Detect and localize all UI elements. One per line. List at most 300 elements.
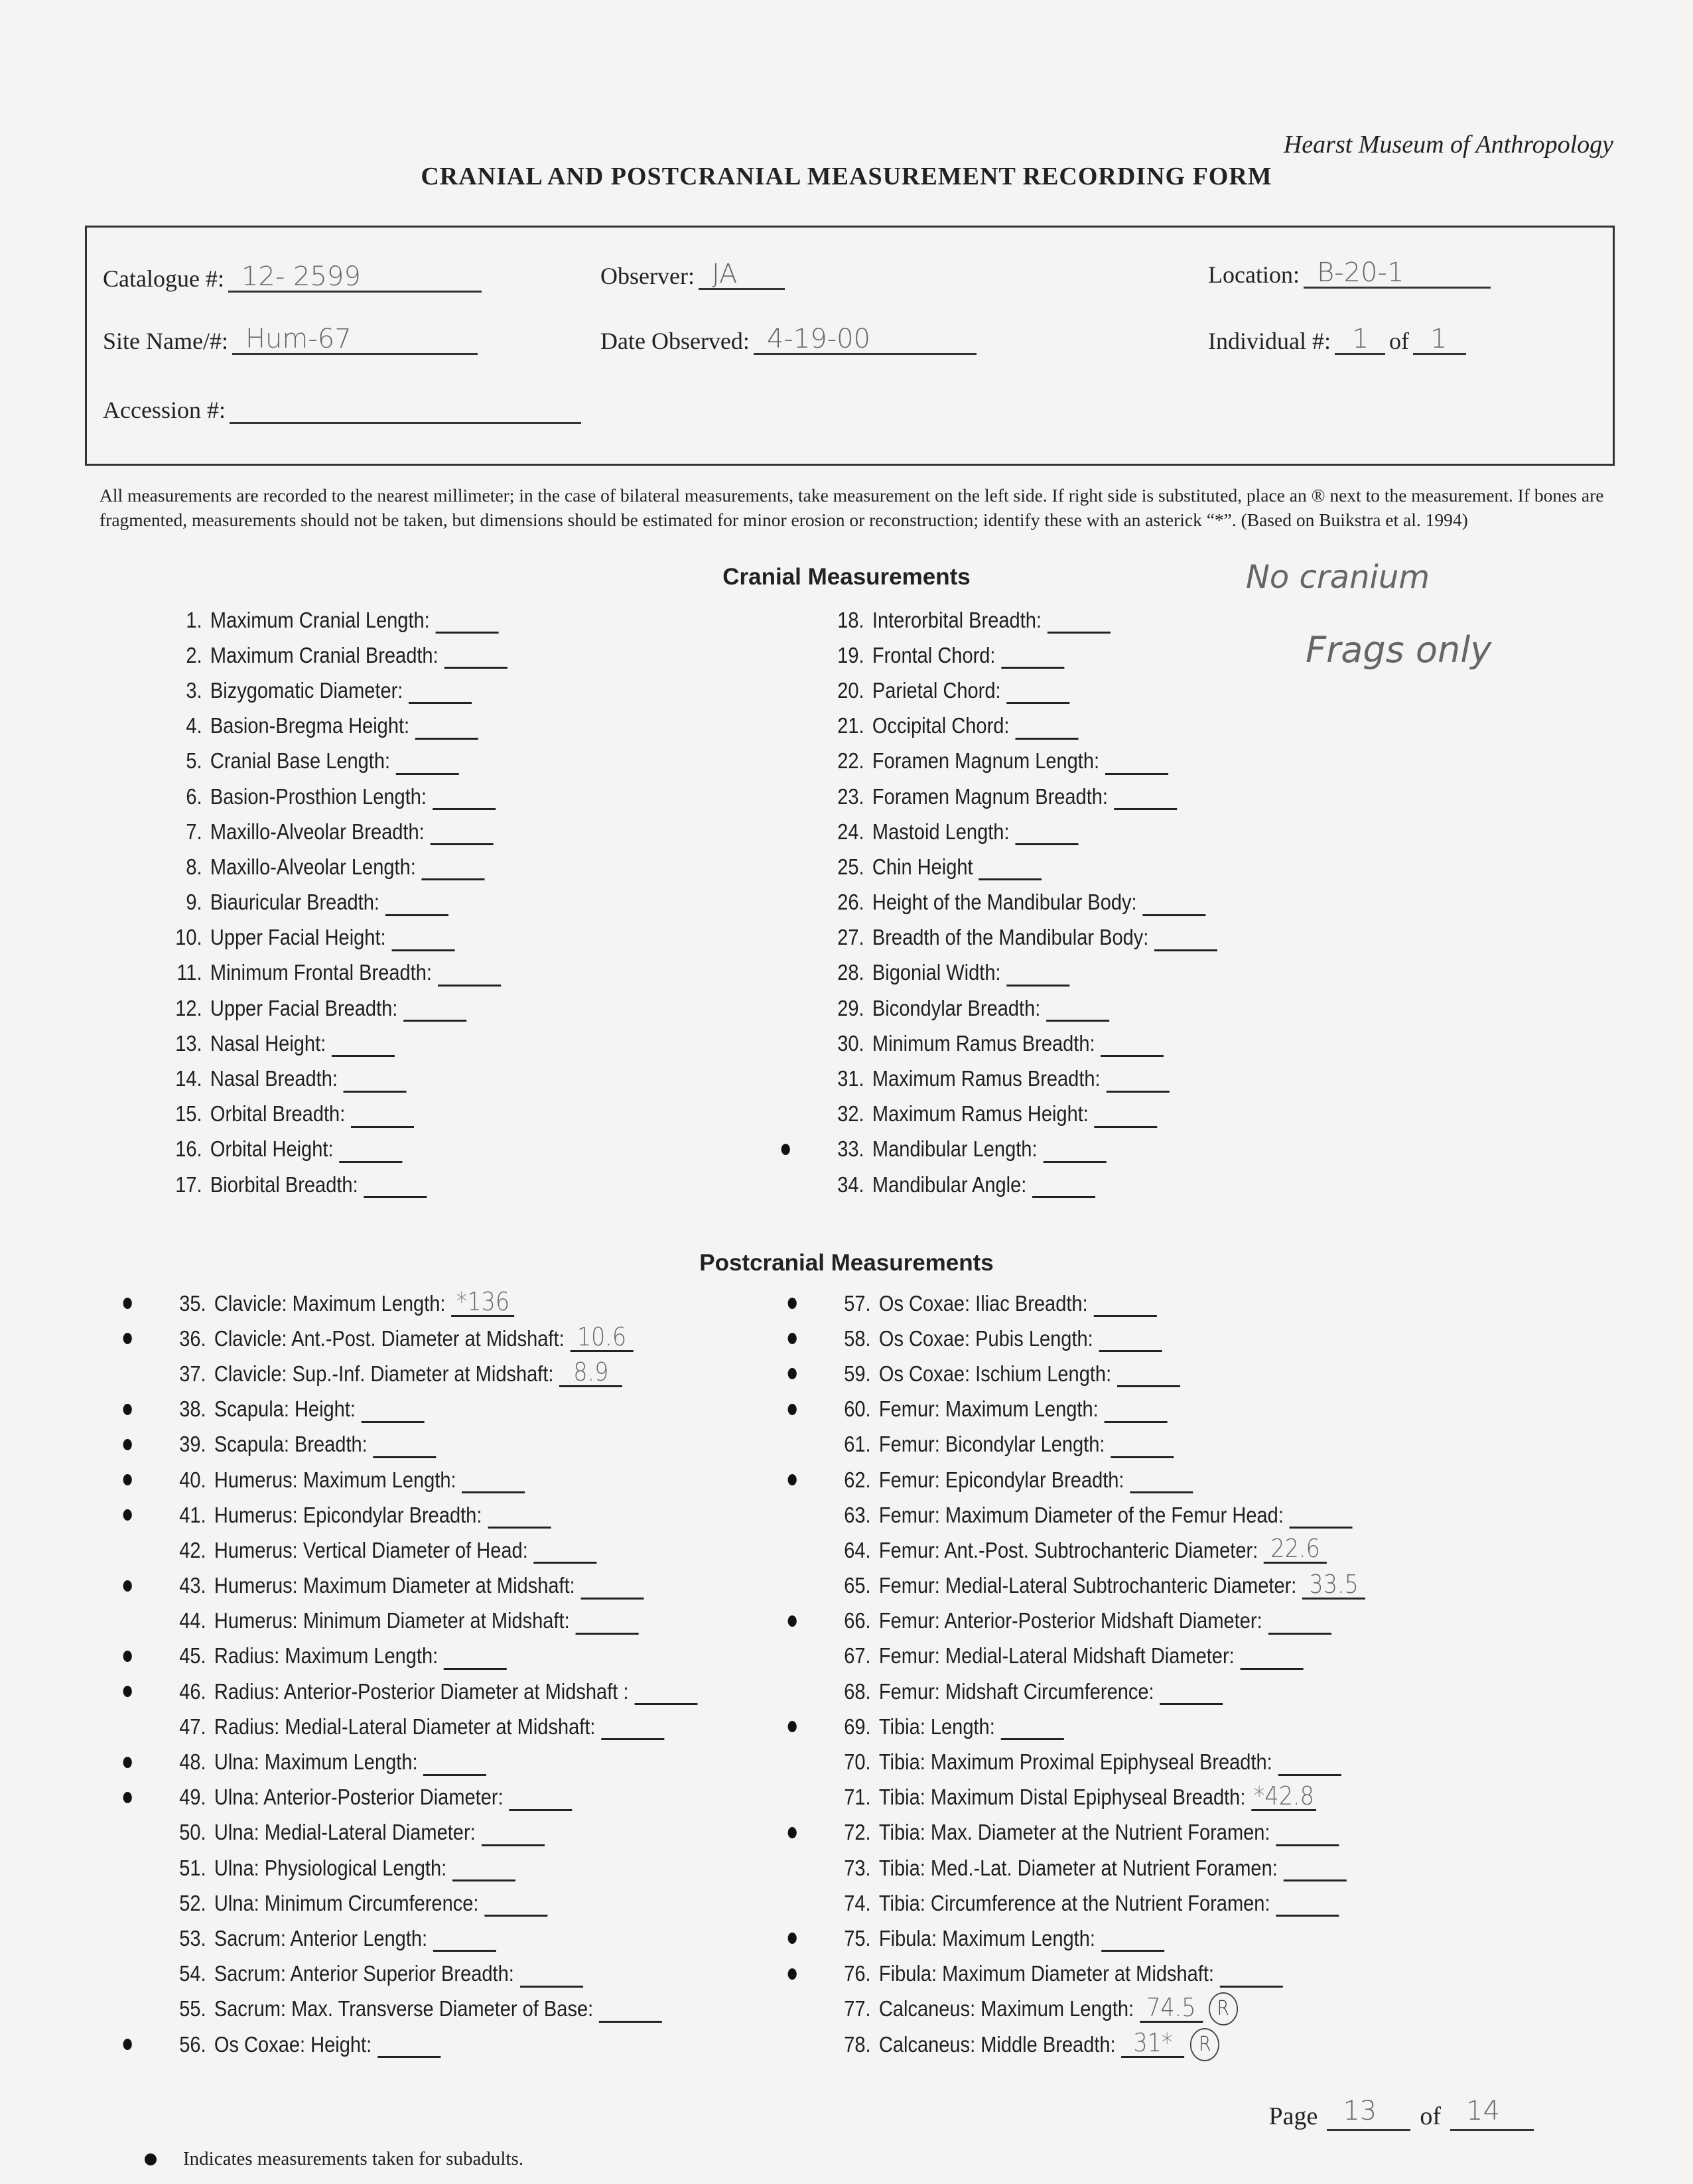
- measurement-item: [835, 1568, 1365, 1604]
- measurement-label: Breadth of the Mandibular Body:: [872, 925, 1149, 950]
- measurement-item: [828, 1026, 1217, 1061]
- measurement-item: [170, 1992, 697, 2027]
- individual-total-input[interactable]: 1: [1413, 324, 1466, 355]
- right-side-marker-icon: R: [1209, 1992, 1238, 2025]
- measurement-item: [170, 1568, 697, 1604]
- individual-input[interactable]: 1: [1335, 324, 1385, 355]
- measurement-value-input[interactable]: [422, 853, 485, 880]
- measurement-label: Os Coxae: Pubis Length:: [878, 1326, 1093, 1351]
- measurement-number: 41.: [179, 1502, 206, 1527]
- measurement-item: [828, 849, 1217, 884]
- observer-field: [600, 259, 785, 290]
- measurement-label: Calcaneus: Maximum Length:: [878, 1996, 1134, 2021]
- measurement-value-input[interactable]: [1111, 1431, 1174, 1458]
- measurement-value-input[interactable]: [409, 677, 472, 704]
- measurement-label: Radius: Anterior-Posterior Diameter at Midshaft :: [214, 1678, 629, 1704]
- measurement-label: Ulna: Physiological Length:: [214, 1855, 447, 1880]
- measurement-value-input[interactable]: 10.6: [570, 1325, 633, 1352]
- measurement-value-input[interactable]: [391, 924, 454, 951]
- measurement-item: [828, 638, 1217, 673]
- measurement-number: 31.: [837, 1066, 864, 1091]
- postcranial-right-column: [835, 1286, 1438, 2062]
- measurement-item: [828, 814, 1217, 849]
- measurement-label: Fibula: Maximum Length:: [878, 1925, 1095, 1950]
- measurement-value-input[interactable]: [1117, 1360, 1180, 1387]
- measurement-label: Femur: Anterior-Posterior Midshaft Diameter:: [878, 1608, 1262, 1633]
- cranial-right-column: [828, 602, 1270, 1202]
- cranial-section-title: Cranial Measurements: [722, 564, 971, 590]
- measurement-label: Sacrum: Anterior Superior Breadth:: [214, 1961, 514, 1986]
- measurement-number: 40.: [179, 1467, 206, 1492]
- measurement-label: Clavicle: Ant.-Post. Diameter at Midshaft:: [214, 1326, 565, 1351]
- measurement-number: 50.: [179, 1820, 206, 1845]
- site-input[interactable]: Hum-67: [232, 324, 478, 355]
- subadult-bullet-icon: [123, 1404, 132, 1415]
- measurement-value-input[interactable]: [436, 606, 499, 634]
- measurement-number: 15.: [175, 1101, 202, 1126]
- measurement-number: 18.: [837, 607, 864, 632]
- measurement-number: 24.: [837, 819, 864, 844]
- measurement-value-input[interactable]: [339, 1136, 402, 1163]
- measurement-item: [166, 955, 507, 990]
- measurement-item: [170, 1356, 697, 1391]
- measurement-number: 34.: [837, 1172, 864, 1197]
- measurement-value-input[interactable]: [344, 1065, 407, 1093]
- measurement-number: 72.: [844, 1820, 871, 1845]
- measurement-label: Tibia: Max. Diameter at the Nutrient Foramen:: [878, 1820, 1270, 1845]
- measurement-value-input[interactable]: [1142, 889, 1205, 916]
- measurement-number: 8.: [186, 854, 202, 879]
- measurement-label: Basion-Prosthion Length:: [210, 784, 427, 809]
- measurement-value-input[interactable]: [385, 889, 448, 916]
- measurement-item: [166, 920, 507, 955]
- measurement-item: [170, 1885, 697, 1921]
- measurement-item: [835, 1286, 1365, 1321]
- measurement-number: 28.: [837, 960, 864, 985]
- measurement-item: [835, 1992, 1365, 2027]
- subadult-bullet-icon: [788, 1404, 797, 1415]
- subadult-bullet-icon: [123, 1651, 132, 1662]
- measurement-item: [170, 1639, 697, 1674]
- measurement-item: [835, 1674, 1365, 1709]
- measurement-value-input[interactable]: [362, 1396, 425, 1423]
- measurement-item: [166, 744, 507, 779]
- measurement-item: [835, 1956, 1365, 1992]
- measurement-value-input[interactable]: [1046, 994, 1109, 1022]
- measurement-number: 37.: [179, 1361, 206, 1386]
- measurement-value-input[interactable]: 33.5: [1302, 1572, 1365, 1600]
- page-current-input[interactable]: 13: [1327, 2096, 1410, 2131]
- measurement-item: [835, 1850, 1365, 1885]
- measurement-value-input[interactable]: [481, 1819, 544, 1846]
- subadult-bullet-icon: [788, 1827, 797, 1838]
- measurement-label: Femur: Ant.-Post. Subtrochanteric Diameter:: [878, 1537, 1258, 1562]
- measurement-value-input[interactable]: [1032, 1171, 1095, 1198]
- measurement-value-input[interactable]: [1105, 1396, 1168, 1423]
- catalogue-input[interactable]: 12- 2599: [228, 262, 482, 293]
- observer-input[interactable]: JA: [699, 259, 785, 290]
- measurement-item: [835, 1462, 1365, 1497]
- measurement-number: 60.: [844, 1397, 871, 1422]
- measurement-label: Femur: Medial-Lateral Subtrochanteric Diameter:: [878, 1573, 1297, 1598]
- measurement-value-input[interactable]: [377, 2031, 440, 2058]
- measurement-number: 22.: [837, 748, 864, 774]
- measurement-value-input[interactable]: [373, 1431, 437, 1458]
- measurement-value-input[interactable]: [1093, 1290, 1156, 1317]
- measurement-number: 32.: [837, 1101, 864, 1126]
- measurement-item: [170, 1815, 697, 1850]
- measurement-number: 47.: [179, 1714, 206, 1739]
- measurement-value-input[interactable]: [1099, 1325, 1162, 1352]
- handwritten-note-no-cranium: No cranium: [1246, 559, 1430, 596]
- measurement-item: [170, 1744, 697, 1779]
- measurement-value-input[interactable]: [520, 1960, 583, 1988]
- subadult-bullet-icon: [788, 1333, 797, 1344]
- measurement-value-input[interactable]: [415, 713, 478, 740]
- measurement-item: [835, 1533, 1365, 1568]
- measurement-number: 30.: [837, 1030, 864, 1056]
- measurement-value-input[interactable]: [1278, 1749, 1341, 1776]
- measurement-number: 44.: [179, 1608, 206, 1633]
- page-label: Page: [1268, 2102, 1318, 2130]
- subadult-bullet-icon: [123, 1757, 132, 1768]
- measurement-value-input[interactable]: [1001, 642, 1064, 669]
- measurement-number: 55.: [179, 1996, 206, 2021]
- measurement-value-input[interactable]: [403, 994, 466, 1022]
- measurement-label: Mandibular Angle:: [872, 1172, 1027, 1197]
- subadult-bullet-icon: [788, 1721, 797, 1732]
- measurement-label: Femur: Midshaft Circumference:: [878, 1678, 1154, 1704]
- page-of-label: of: [1420, 2102, 1441, 2130]
- subadult-bullet-icon: [123, 1686, 132, 1697]
- measurement-number: 63.: [844, 1502, 871, 1527]
- measurement-number: 43.: [179, 1573, 206, 1598]
- measurement-value-input[interactable]: [1015, 713, 1078, 740]
- measurement-value-input[interactable]: [430, 818, 493, 845]
- observer-label: Observer:: [600, 263, 695, 289]
- measurement-label: Mastoid Length:: [872, 819, 1010, 844]
- measurement-label: Ulna: Medial-Lateral Diameter:: [214, 1820, 476, 1845]
- measurement-number: 49.: [179, 1785, 206, 1810]
- subadult-bullet-icon: [123, 1580, 132, 1592]
- page-number: [1268, 2096, 1534, 2131]
- measurement-item: [828, 1167, 1217, 1202]
- measurement-value-input[interactable]: [351, 1101, 414, 1128]
- measurement-item: [835, 1497, 1365, 1533]
- measurement-value-input[interactable]: [1015, 818, 1078, 845]
- measurement-label: Humerus: Minimum Diameter at Midshaft:: [214, 1608, 570, 1633]
- postcranial-section-title: Postcranial Measurements: [699, 1250, 994, 1276]
- measurement-value-input[interactable]: *42.8: [1251, 1784, 1316, 1811]
- measurement-item: [170, 1674, 697, 1709]
- measurement-number: 69.: [844, 1714, 871, 1739]
- measurement-number: 54.: [179, 1961, 206, 1986]
- measurement-item: [170, 1709, 697, 1744]
- measurement-value-input[interactable]: [396, 748, 459, 775]
- measurement-label: Os Coxae: Ischium Length:: [878, 1361, 1112, 1386]
- measurement-number: 16.: [175, 1136, 202, 1162]
- measurement-value-input[interactable]: [634, 1678, 697, 1705]
- measurement-item: [166, 1026, 507, 1061]
- measurement-value-input[interactable]: [534, 1536, 597, 1564]
- measurement-label: Femur: Maximum Diameter of the Femur Head:: [878, 1502, 1284, 1527]
- measurement-item: [828, 779, 1217, 814]
- measurement-label: Tibia: Maximum Proximal Epiphyseal Breadth:: [878, 1749, 1272, 1775]
- site-label: Site Name/#:: [103, 328, 228, 354]
- measurement-value-input[interactable]: [364, 1171, 427, 1198]
- museum-name: Hearst Museum of Anthropology: [1283, 131, 1613, 159]
- measurement-item: [828, 955, 1217, 990]
- measurement-number: 2.: [186, 642, 202, 667]
- measurement-value-input[interactable]: [581, 1572, 644, 1600]
- measurement-label: Interorbital Breadth:: [872, 607, 1042, 632]
- measurement-label: Humerus: Vertical Diameter of Head:: [214, 1537, 528, 1562]
- subadult-bullet-icon: [788, 1933, 797, 1944]
- measurement-item: [166, 638, 507, 673]
- subadult-bullet-icon: [781, 1144, 790, 1155]
- measurement-label: Frontal Chord:: [872, 642, 996, 667]
- measurement-label: Nasal Breadth:: [210, 1066, 338, 1091]
- date-input[interactable]: 4-19-00: [754, 324, 977, 355]
- measurement-item: [166, 779, 507, 814]
- measurement-number: 6.: [186, 784, 202, 809]
- measurement-label: Humerus: Epicondylar Breadth:: [214, 1502, 482, 1527]
- specimen-info-box: [85, 226, 1615, 466]
- measurement-value-input[interactable]: [1006, 677, 1069, 704]
- measurement-item: [835, 1427, 1365, 1462]
- measurement-value-input[interactable]: [438, 959, 501, 987]
- measurement-label: Cranial Base Length:: [210, 748, 391, 774]
- measurement-number: 61.: [844, 1432, 871, 1457]
- measurement-item: [835, 1392, 1365, 1427]
- measurement-value-input[interactable]: [1106, 1065, 1169, 1093]
- measurement-value-input[interactable]: [599, 1996, 662, 2023]
- measurement-label: Scapula: Breadth:: [214, 1432, 368, 1457]
- measurement-item: [166, 1167, 507, 1202]
- bullet-icon: [145, 2153, 157, 2165]
- measurement-value-input[interactable]: *136: [451, 1290, 514, 1317]
- measurement-number: 57.: [844, 1290, 871, 1316]
- form-title: CRANIAL AND POSTCRANIAL MEASUREMENT RECORDING FORM: [421, 163, 1272, 190]
- instructions-text: All measurements are recorded to the nearest millimeter; in the case of bilateral measurements, take measurement on the left side. If right side is substituted, place an ® next to the measurement. If bones are fragmented, measurements should not be taken, but dimensions should be estimated for minor erosion or reconstruction; identify these with an asterick “*”. (Based on Buikstra et al. 1994): [100, 485, 1604, 530]
- measurement-value-input[interactable]: [1268, 1607, 1331, 1635]
- measurement-number: 58.: [844, 1326, 871, 1351]
- measurement-value-input[interactable]: [1276, 1889, 1339, 1917]
- measurement-value-input[interactable]: [332, 1030, 395, 1057]
- measurement-label: Maxillo-Alveolar Length:: [210, 854, 416, 879]
- measurement-number: 64.: [844, 1537, 871, 1562]
- measurement-number: 33.: [837, 1136, 864, 1162]
- measurement-value-input[interactable]: 31*: [1121, 2031, 1184, 2058]
- measurement-number: 17.: [175, 1172, 202, 1197]
- measurement-item: [835, 1321, 1365, 1356]
- measurement-number: 10.: [175, 925, 202, 950]
- measurement-item: [835, 1639, 1365, 1674]
- measurement-value-input[interactable]: [1220, 1960, 1283, 1988]
- individual-label: Individual #:: [1208, 328, 1331, 354]
- measurement-label: Maximum Cranial Length:: [210, 607, 430, 632]
- subadult-bullet-icon: [788, 1368, 797, 1379]
- measurement-number: 78.: [844, 2031, 871, 2057]
- measurement-value-input[interactable]: [433, 1925, 496, 1952]
- measurement-item: [166, 1097, 507, 1132]
- measurement-label: Parietal Chord:: [872, 677, 1001, 703]
- measurement-label: Nasal Height:: [210, 1030, 326, 1056]
- measurement-item: [828, 744, 1217, 779]
- location-label: Location:: [1208, 261, 1300, 288]
- measurement-item: [170, 1780, 697, 1815]
- measurement-item: [166, 709, 507, 744]
- measurement-label: Ulna: Maximum Length:: [214, 1749, 418, 1775]
- measurement-label: Tibia: Maximum Distal Epiphyseal Breadth:: [878, 1785, 1246, 1810]
- measurement-label: Radius: Medial-Lateral Diameter at Midshaft:: [214, 1714, 596, 1739]
- measurement-value-input[interactable]: [444, 642, 507, 669]
- catalogue-label: Catalogue #:: [103, 265, 224, 292]
- measurement-value-input[interactable]: [1101, 1030, 1164, 1057]
- measurement-item: [828, 920, 1217, 955]
- measurement-item: [835, 1780, 1365, 1815]
- subadult-bullet-icon: [788, 1474, 797, 1485]
- location-input[interactable]: B-20-1: [1304, 258, 1491, 289]
- measurement-label: Maximum Cranial Breadth:: [210, 642, 439, 667]
- measurement-value-input[interactable]: 22.6: [1264, 1536, 1327, 1564]
- measurement-item: [828, 1132, 1217, 1167]
- measurement-value-input[interactable]: [484, 1889, 547, 1917]
- measurement-value-input[interactable]: 74.5: [1140, 1996, 1203, 2023]
- measurement-number: 70.: [844, 1749, 871, 1775]
- subadult-legend: [145, 2148, 523, 2170]
- measurement-label: Radius: Maximum Length:: [214, 1643, 439, 1669]
- measurement-item: [828, 709, 1217, 744]
- measurement-label: Sacrum: Anterior Length:: [214, 1925, 428, 1950]
- measurement-value-input[interactable]: [1154, 924, 1217, 951]
- measurement-number: 36.: [179, 1326, 206, 1351]
- measurement-value-input[interactable]: [1105, 748, 1168, 775]
- page-total-input[interactable]: 14: [1450, 2096, 1534, 2131]
- measurement-value-input[interactable]: [1130, 1466, 1193, 1493]
- measurement-label: Maximum Ramus Height:: [872, 1101, 1089, 1126]
- measurement-label: Os Coxae: Height:: [214, 2031, 372, 2057]
- measurement-value-input[interactable]: [444, 1643, 507, 1670]
- measurement-item: [170, 1921, 697, 1956]
- measurement-item: [170, 1462, 697, 1497]
- measurement-item: [166, 673, 507, 708]
- measurement-item: [835, 1815, 1365, 1850]
- measurement-value-input[interactable]: [1114, 783, 1177, 810]
- measurement-value-input[interactable]: [488, 1501, 551, 1529]
- subadult-bullet-icon: [123, 1333, 132, 1344]
- measurement-item: [828, 602, 1217, 638]
- measurement-number: 76.: [844, 1961, 871, 1986]
- measurement-value-input[interactable]: [1001, 1713, 1064, 1740]
- measurement-value-input[interactable]: [509, 1784, 572, 1811]
- measurement-item: [166, 1132, 507, 1167]
- measurement-label: Fibula: Maximum Diameter at Midshaft:: [878, 1961, 1215, 1986]
- measurement-item: [170, 1427, 697, 1462]
- measurement-item: [828, 673, 1217, 708]
- subadult-bullet-icon: [788, 1298, 797, 1309]
- measurement-number: 12.: [175, 995, 202, 1020]
- cranial-left-column: [166, 602, 554, 1202]
- measurement-number: 20.: [837, 677, 864, 703]
- measurement-value-input[interactable]: [1160, 1678, 1223, 1705]
- measurement-number: 52.: [179, 1890, 206, 1915]
- measurement-value-input[interactable]: [462, 1466, 525, 1493]
- measurement-label: Femur: Bicondylar Length:: [878, 1432, 1105, 1457]
- measurement-value-input[interactable]: 8.9: [559, 1360, 622, 1387]
- measurement-item: [166, 885, 507, 920]
- measurement-value-input[interactable]: [1101, 1925, 1164, 1952]
- location-field: [1208, 258, 1491, 289]
- subadult-bullet-icon: [123, 1439, 132, 1450]
- measurement-number: 7.: [186, 819, 202, 844]
- measurement-value-input[interactable]: [1043, 1136, 1106, 1163]
- subadult-bullet-icon: [123, 2039, 132, 2050]
- measurement-value-input[interactable]: [979, 853, 1042, 880]
- measurement-value-input[interactable]: [575, 1607, 638, 1635]
- measurement-number: 68.: [844, 1678, 871, 1704]
- measurement-value-input[interactable]: [452, 1854, 515, 1881]
- measurement-number: 5.: [186, 748, 202, 774]
- measurement-item: [835, 1356, 1365, 1391]
- date-field: [600, 324, 977, 355]
- measurement-label: Foramen Magnum Length:: [872, 748, 1100, 774]
- measurement-label: Biorbital Breadth:: [210, 1172, 358, 1197]
- measurement-label: Bizygomatic Diameter:: [210, 677, 403, 703]
- accession-input[interactable]: [230, 393, 581, 424]
- subadult-bullet-icon: [123, 1298, 132, 1309]
- measurement-value-input[interactable]: [1048, 606, 1111, 634]
- measurement-label: Chin Height: [872, 854, 973, 879]
- measurement-number: 3.: [186, 677, 202, 703]
- accession-label: Accession #:: [103, 397, 226, 423]
- measurement-value-input[interactable]: [423, 1749, 486, 1776]
- measurement-number: 38.: [179, 1397, 206, 1422]
- measurement-value-input[interactable]: [1240, 1643, 1303, 1670]
- measurement-item: [170, 1497, 697, 1533]
- measurement-value-input[interactable]: [1095, 1101, 1158, 1128]
- measurement-value-input[interactable]: [1290, 1501, 1353, 1529]
- subadult-bullet-icon: [788, 1615, 797, 1627]
- measurement-label: Maxillo-Alveolar Breadth:: [210, 819, 425, 844]
- measurement-number: 13.: [175, 1030, 202, 1056]
- measurement-value-input[interactable]: [433, 783, 496, 810]
- measurement-number: 56.: [179, 2031, 206, 2057]
- measurement-number: 42.: [179, 1537, 206, 1562]
- measurement-item: [835, 1885, 1365, 1921]
- measurement-item: [170, 1604, 697, 1639]
- measurement-number: 62.: [844, 1467, 871, 1492]
- measurement-label: Ulna: Minimum Circumference:: [214, 1890, 479, 1915]
- measurement-value-input[interactable]: [601, 1713, 664, 1740]
- measurement-item: [835, 2027, 1365, 2062]
- subadult-bullet-icon: [123, 1509, 132, 1521]
- measurement-number: 67.: [844, 1643, 871, 1669]
- measurement-value-input[interactable]: [1276, 1819, 1339, 1846]
- measurement-number: 26.: [837, 890, 864, 915]
- measurement-item: [835, 1709, 1365, 1744]
- measurement-item: [170, 1392, 697, 1427]
- measurement-value-input[interactable]: [1006, 959, 1069, 987]
- measurement-label: Basion-Bregma Height:: [210, 713, 410, 738]
- measurement-label: Femur: Medial-Lateral Midshaft Diameter:: [878, 1643, 1235, 1669]
- catalogue-field: [103, 262, 482, 293]
- measurement-value-input[interactable]: [1284, 1854, 1347, 1881]
- site-field: [103, 324, 478, 355]
- measurement-label: Occipital Chord:: [872, 713, 1010, 738]
- measurement-label: Foramen Magnum Breadth:: [872, 784, 1108, 809]
- measurement-label: Height of the Mandibular Body:: [872, 890, 1137, 915]
